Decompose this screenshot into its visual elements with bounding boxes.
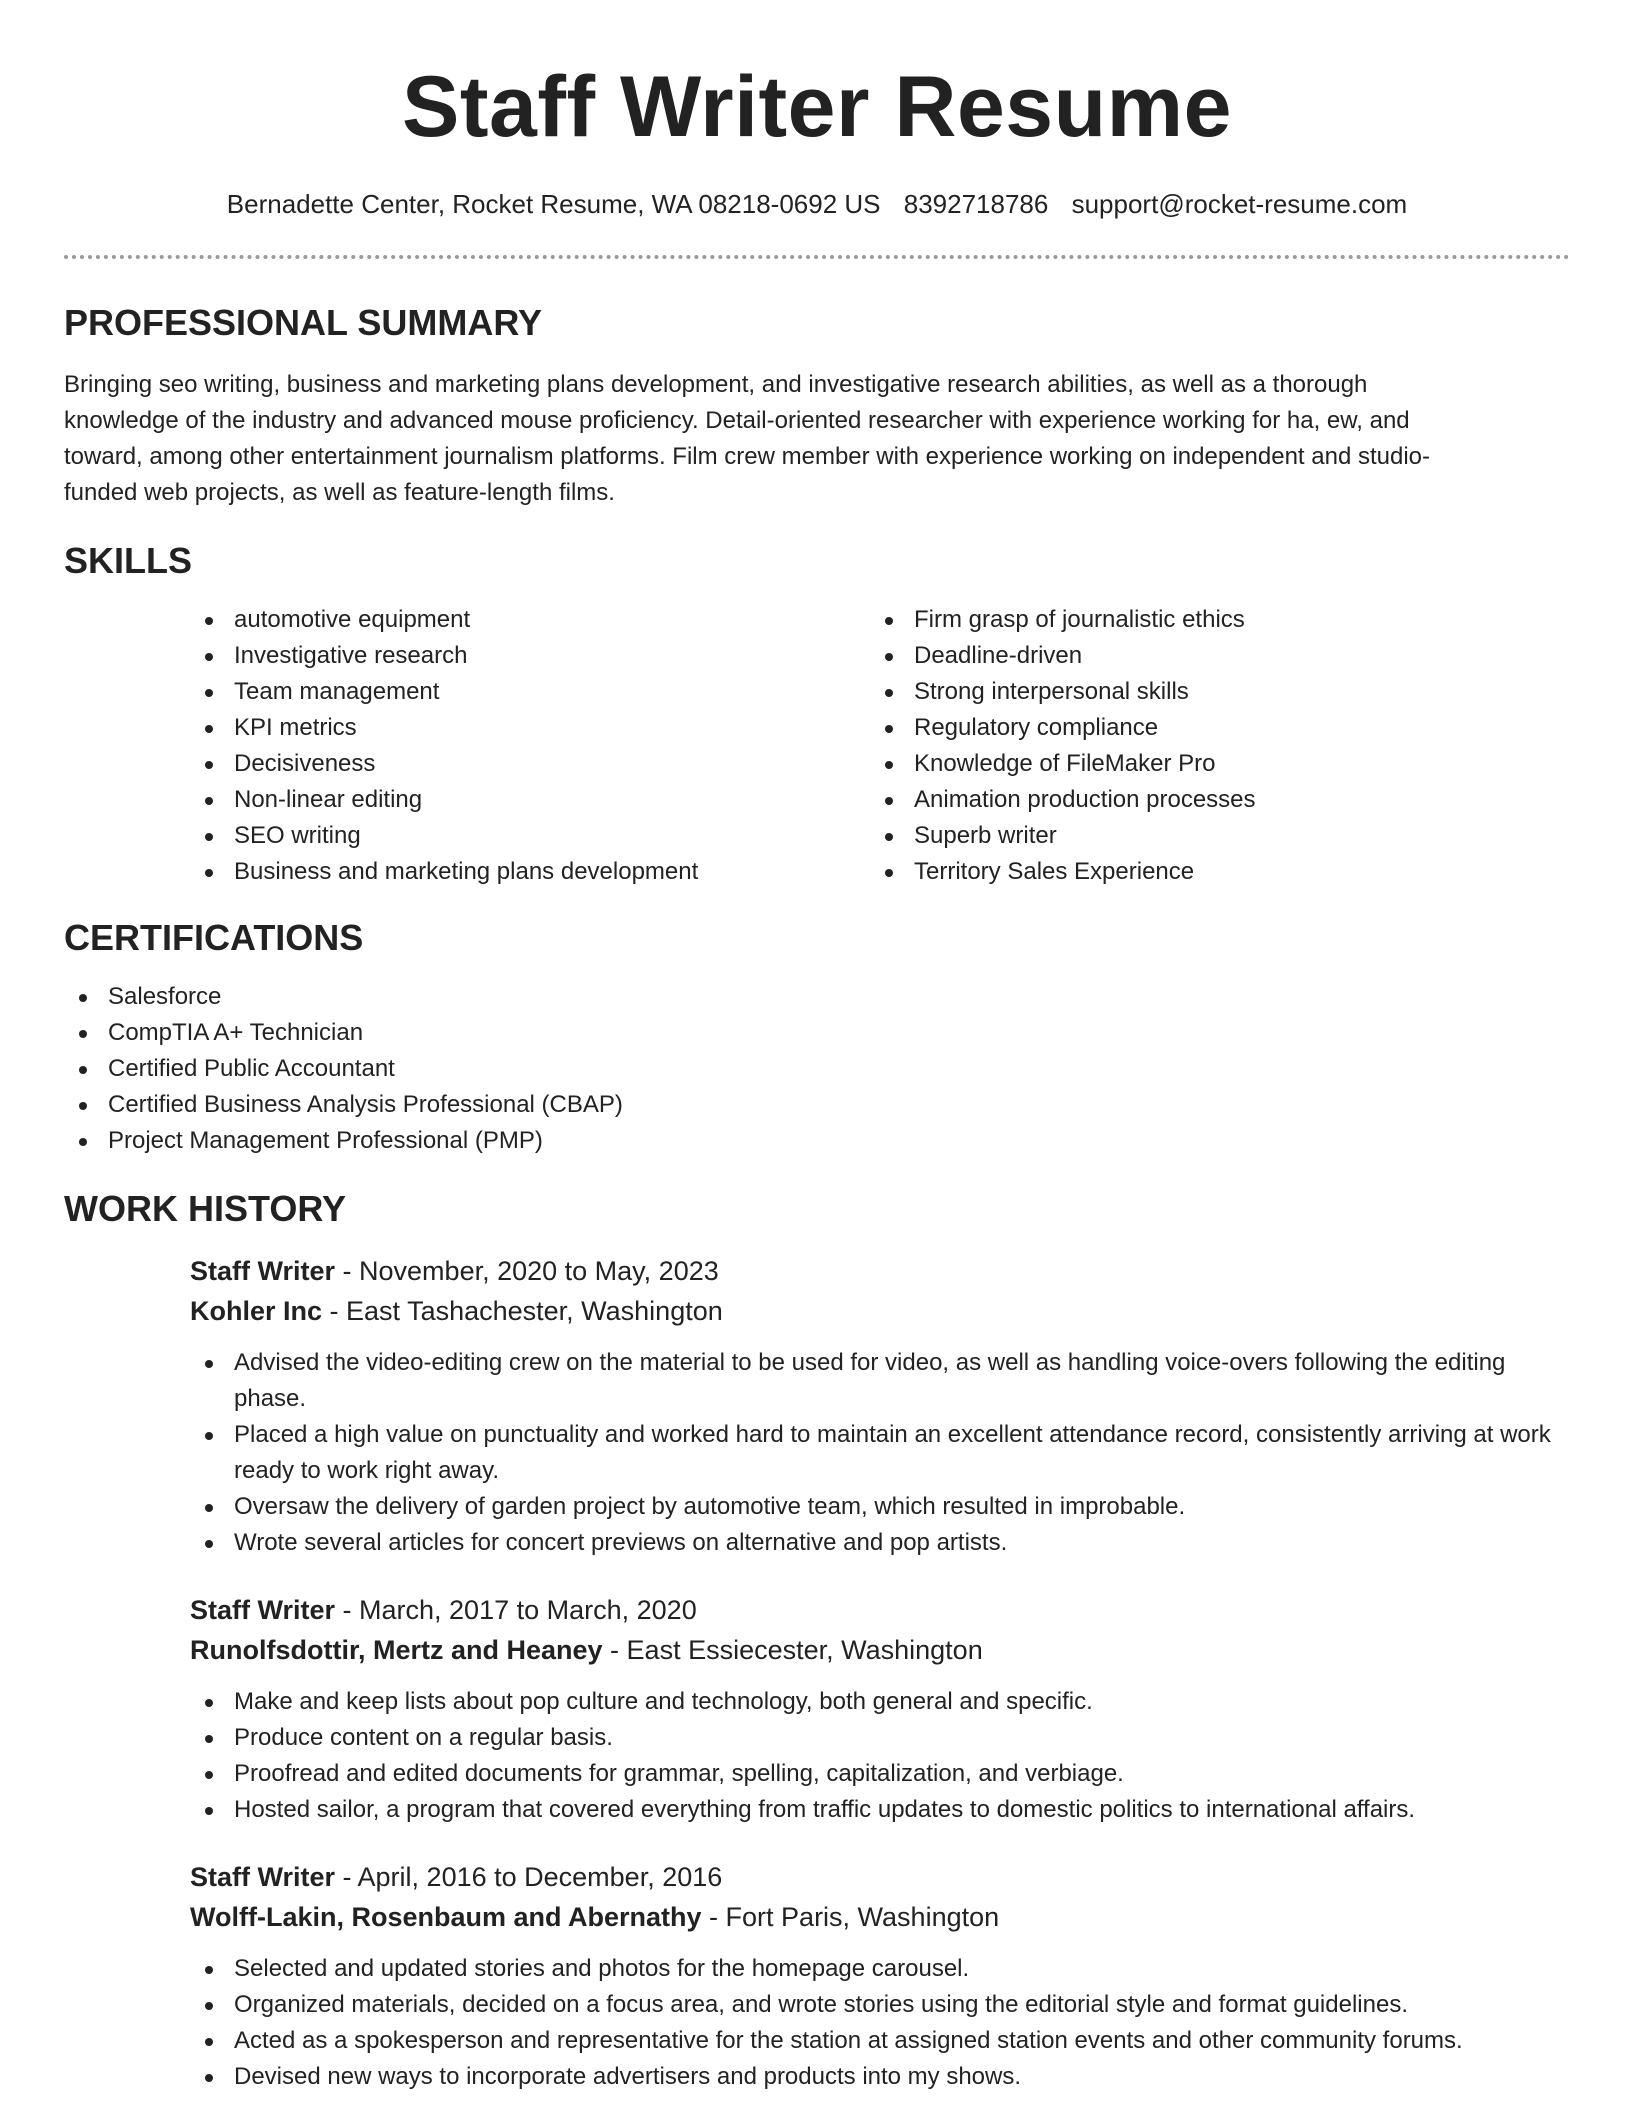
page-title: Staff Writer Resume (402, 59, 1232, 155)
job-location: - East Tashachester, Washington (322, 1296, 723, 1326)
job-duties-list (190, 1951, 1570, 2095)
job-duty-item: Placed a high value on punctuality and worked hard to maintain an excellent attendance record, consistently arriving at work ready to work right away. (190, 1417, 1570, 1489)
job-title-line (190, 1251, 1570, 1291)
job-entry (190, 1857, 1570, 2095)
work-history-section (64, 1187, 1570, 2095)
skill-item: KPI metrics (190, 710, 870, 746)
skills-heading: SKILLS (64, 540, 193, 581)
job-duty-item: Hosted sailor, a program that covered everything from traffic updates to domestic politics to international affairs. (190, 1792, 1570, 1828)
resume-page (64, 0, 1570, 2095)
skills-section (64, 539, 1570, 890)
job-company-line (190, 1291, 1570, 1331)
job-dates: - April, 2016 to December, 2016 (335, 1862, 723, 1892)
skill-item: Territory Sales Experience (870, 854, 1550, 890)
skill-item: Strong interpersonal skills (870, 674, 1550, 710)
contact-info (64, 187, 1570, 221)
skill-item: Business and marketing plans development (190, 854, 870, 890)
job-location: - East Essiecester, Washington (602, 1635, 983, 1665)
job-dates: - November, 2020 to May, 2023 (335, 1256, 719, 1286)
certification-item: CompTIA A+ Technician (64, 1015, 1570, 1051)
certification-item: Project Management Professional (PMP) (64, 1123, 1570, 1159)
job-company: Kohler Inc (190, 1296, 323, 1326)
job-company-line (190, 1630, 1570, 1670)
job-duties-list (190, 1684, 1570, 1828)
job-dates: - March, 2017 to March, 2020 (335, 1595, 697, 1625)
job-title-line (190, 1857, 1570, 1897)
job-duty-item: Produce content on a regular basis. (190, 1720, 1570, 1756)
job-duty-item: Devised new ways to incorporate advertisers and products into my shows. (190, 2059, 1570, 2095)
skill-item: Deadline-driven (870, 638, 1550, 674)
job-duty-item: Make and keep lists about pop culture and technology, both general and specific. (190, 1684, 1570, 1720)
job-duty-item: Wrote several articles for concert previews on alternative and pop artists. (190, 1525, 1570, 1561)
certification-item: Certified Business Analysis Professional (CBAP) (64, 1087, 1570, 1123)
job-company: Wolff-Lakin, Rosenbaum and Abernathy (190, 1902, 702, 1932)
job-duty-item: Advised the video-editing crew on the material to be used for video, as well as handling voice-overs following the editing phase. (190, 1345, 1570, 1417)
job-duty-item: Acted as a spokesperson and representative for the station at assigned station events and other community forums. (190, 2023, 1570, 2059)
contact-address: Bernadette Center, Rocket Resume, WA 08218-0692 US (226, 189, 881, 219)
summary-section (64, 301, 1570, 511)
work-history-heading: WORK HISTORY (64, 1188, 347, 1229)
skill-item: Team management (190, 674, 870, 710)
certifications-list (64, 979, 1570, 1159)
skill-item: SEO writing (190, 818, 870, 854)
job-duty-item: Proofread and edited documents for grammar, spelling, capitalization, and verbiage. (190, 1756, 1570, 1792)
summary-text: Bringing seo writing, business and marketing plans development, and investigative research abilities, as well as a thorough knowledge of the industry and advanced mouse proficiency. Detail-oriented researcher with experience working for ha, ew, and toward, among other entertainment journalism platforms. Film crew member with experience working on independent and studio-funded web projects, as well as feature-length films. (64, 371, 1430, 506)
skill-item: Decisiveness (190, 746, 870, 782)
skill-item: Regulatory compliance (870, 710, 1550, 746)
job-title: Staff Writer (190, 1862, 336, 1892)
skill-item: Non-linear editing (190, 782, 870, 818)
skill-item: Firm grasp of journalistic ethics (870, 602, 1550, 638)
job-company-line (190, 1897, 1570, 1937)
skill-item: Investigative research (190, 638, 870, 674)
skill-item: Animation production processes (870, 782, 1550, 818)
header-divider (64, 255, 1570, 259)
job-entry (190, 1251, 1570, 1561)
skills-grid (190, 602, 1570, 890)
job-title: Staff Writer (190, 1256, 336, 1286)
job-duty-item: Oversaw the delivery of garden project by automotive team, which resulted in improbable. (190, 1489, 1570, 1525)
contact-email: support@rocket-resume.com (1071, 189, 1408, 219)
skill-item: automotive equipment (190, 602, 870, 638)
skill-item: Superb writer (870, 818, 1550, 854)
job-company: Runolfsdottir, Mertz and Heaney (190, 1635, 603, 1665)
contact-phone: 8392718786 (903, 189, 1049, 219)
certifications-heading: CERTIFICATIONS (64, 917, 364, 958)
certification-item: Salesforce (64, 979, 1570, 1015)
skill-item: Knowledge of FileMaker Pro (870, 746, 1550, 782)
job-duties-list (190, 1345, 1570, 1561)
certifications-section (64, 916, 1570, 1159)
summary-heading: PROFESSIONAL SUMMARY (64, 302, 543, 343)
job-location: - Fort Paris, Washington (701, 1902, 1000, 1932)
certification-item: Certified Public Accountant (64, 1051, 1570, 1087)
job-duty-item: Organized materials, decided on a focus area, and wrote stories using the editorial style and format guidelines. (190, 1987, 1570, 2023)
job-title-line (190, 1590, 1570, 1630)
job-duty-item: Selected and updated stories and photos for the homepage carousel. (190, 1951, 1570, 1987)
job-title: Staff Writer (190, 1595, 336, 1625)
skills-list-left (190, 602, 870, 890)
skills-list-right (870, 602, 1550, 890)
job-entry (190, 1590, 1570, 1828)
